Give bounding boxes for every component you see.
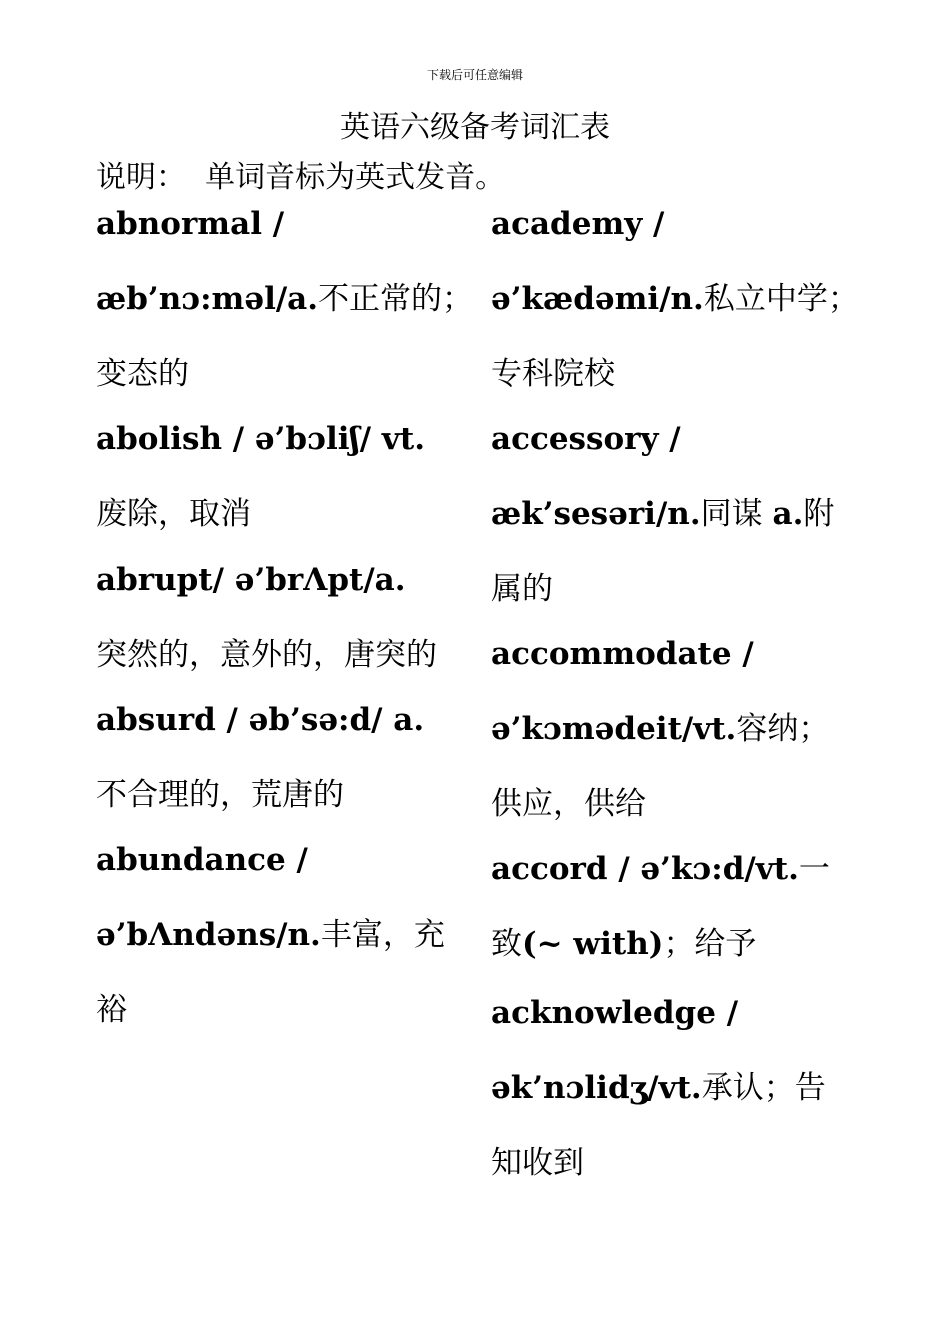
vocab-text: 专科院校 [491, 356, 615, 392]
vocab-entry-line [96, 635, 437, 675]
vocab-entry-line [491, 204, 664, 244]
intro-note: 说明： 单词音标为英式发音。 [96, 160, 506, 195]
vocab-entry-line [491, 784, 646, 824]
vocab-text: 一 [798, 851, 830, 887]
vocab-entry-line [491, 354, 615, 394]
vocab-bold-text: æk’sesəri/n. [491, 496, 701, 532]
download-note: 下载后可任意编辑 [426, 68, 523, 82]
vocab-bold-text: accessory / [491, 421, 681, 457]
vocab-text: 突然的，意外的，唐突的 [96, 637, 437, 673]
vocab-bold-text: accord / ə’kɔ:d/vt. [491, 851, 799, 887]
vocab-bold-text: academy / [491, 206, 665, 242]
vocab-bold-text: ə’kædəmi/n. [491, 281, 704, 317]
vocab-bold-text: abundance / [96, 842, 308, 878]
vocab-entry-line [96, 204, 284, 244]
vocab-text: ；给予 [663, 926, 757, 962]
vocab-entry-line [96, 560, 406, 600]
vocab-bold-text: abrupt/ ə’brΛpt/a. [96, 562, 406, 598]
vocab-text: 不正常的； [318, 281, 474, 317]
vocab-text: 承认；告 [701, 1070, 826, 1106]
vocab-text: 附 [803, 496, 835, 532]
vocab-text: 不合理的，荒唐的 [96, 777, 344, 813]
vocab-text: 私立中学； [703, 281, 859, 317]
vocab-bold-text: abnormal / [96, 206, 285, 242]
vocab-entry-line [491, 993, 738, 1033]
vocab-entry-line [491, 1068, 826, 1108]
vocab-entry-line [96, 775, 344, 815]
vocab-entry-line [491, 849, 830, 889]
vocab-bold-text: æb’nɔ:məl/a. [96, 281, 319, 317]
vocab-text: 废除，取消 [96, 496, 251, 532]
vocab-entry-line [491, 1143, 584, 1183]
vocab-entry-line [491, 494, 834, 534]
page-title: 英语六级备考词汇表 [340, 110, 610, 145]
vocab-bold-text: accommodate / [491, 636, 754, 672]
vocab-entry-line [491, 709, 829, 749]
vocab-bold-text: acknowledge / [491, 995, 739, 1031]
vocab-bold-text: absurd / əb’sə:d/ a. [96, 702, 425, 738]
vocab-text: 变态的 [96, 356, 189, 392]
vocab-bold-text: abolish / ə’bɔliʃ/ vt. [96, 421, 426, 457]
vocab-entry-line [96, 700, 424, 740]
vocab-bold-text: a. [772, 496, 804, 532]
vocab-entry-line [96, 915, 445, 955]
vocab-bold-text: (~ with) [522, 926, 664, 962]
vocab-entry-line [96, 494, 251, 534]
vocab-text: 知收到 [491, 1145, 584, 1181]
vocab-entry-line [96, 419, 425, 459]
vocab-entry-line [96, 354, 189, 394]
vocab-bold-text: ə’kɔmədeit/vt. [491, 711, 737, 747]
vocab-entry-line [96, 279, 473, 319]
vocab-entry-line [491, 279, 859, 319]
vocab-text: 丰富，充 [320, 917, 445, 953]
vocab-entry-line [96, 840, 308, 880]
vocab-entry-line [491, 634, 754, 674]
vocab-entry-line [491, 419, 681, 459]
vocab-text: 裕 [96, 992, 127, 1028]
vocab-text: 同谋 [700, 496, 773, 532]
vocab-text: 属的 [491, 571, 553, 607]
vocab-bold-text: ə’bΛndəns/n. [96, 917, 321, 953]
vocab-text: 供应，供给 [491, 786, 646, 822]
vocab-bold-text: ək’nɔlidʒ/vt. [491, 1070, 702, 1106]
vocab-entry-line [491, 924, 756, 964]
vocab-entry-line [96, 990, 127, 1030]
vocab-text: 致 [491, 926, 522, 962]
vocab-entry-line [491, 569, 553, 609]
vocab-text: 容纳； [736, 711, 830, 747]
